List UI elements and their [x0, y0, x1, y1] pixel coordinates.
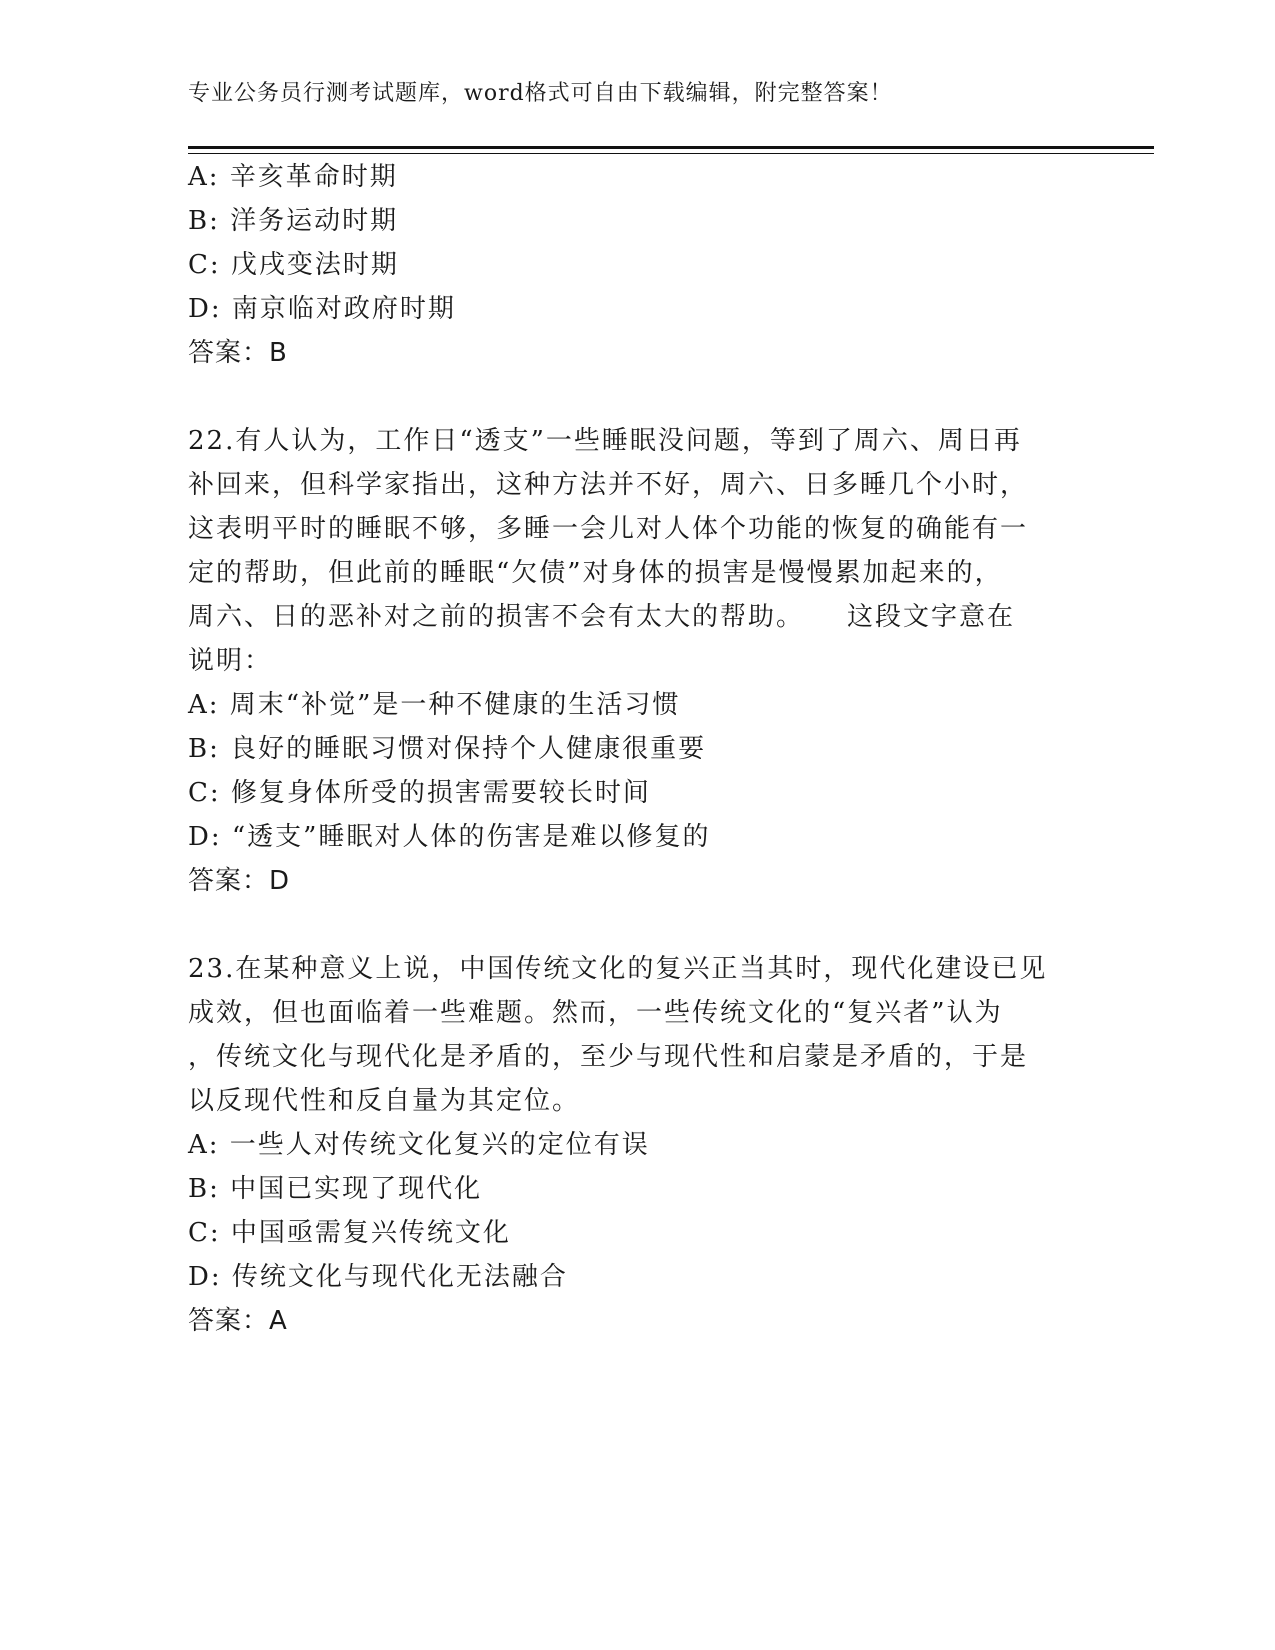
header-rule-thin — [188, 153, 1154, 154]
q21-answer: 答案：B — [188, 338, 288, 368]
q22-stem-line-6: 说明： — [188, 646, 273, 676]
q23-stem-line-1: 23.在某种意义上说，中国传统文化的复兴正当其时，现代化建设已见 — [188, 954, 1048, 984]
q23-option-b: B: 中国已实现了现代化 — [188, 1174, 483, 1204]
q21-option-c: C: 戊戌变法时期 — [188, 250, 399, 280]
q23-stem-line-3: ，传统文化与现代化是矛盾的，至少与现代性和启蒙是矛盾的，于是 — [188, 1042, 1029, 1072]
q22-option-d: D: “透支”睡眠对人体的伤害是难以修复的 — [188, 822, 711, 852]
q23-stem-line-4: 以反现代性和反自量为其定位。 — [188, 1086, 581, 1116]
page-header: 专业公务员行测考试题库，word格式可自由下载编辑，附完整答案！ — [188, 81, 893, 106]
q22-stem-line-1: 22.有人认为，工作日“透支”一些睡眠没问题，等到了周六、周日再 — [188, 426, 1022, 456]
q23-stem-line-2: 成效，但也面临着一些难题。然而，一些传统文化的“复兴者”认为 — [188, 998, 1003, 1028]
q21-option-b: B: 洋务运动时期 — [188, 206, 399, 236]
q22-stem-line-4: 定的帮助，但此前的睡眠“欠债”对身体的损害是慢慢累加起来的， — [188, 558, 1003, 588]
q22-stem-line-5: 周六、日的恶补对之前的损害不会有太大的帮助。 这段文字意在 — [188, 602, 1016, 632]
q22-answer: 答案：D — [188, 866, 291, 896]
q22-stem-line-3: 这表明平时的睡眠不够，多睡一会儿对人体个功能的恢复的确能有一 — [188, 514, 1029, 544]
q22-option-a: A: 周末“补觉”是一种不健康的生活习惯 — [188, 690, 681, 720]
q21-option-a: A: 辛亥革命时期 — [188, 162, 398, 192]
q23-option-a: A: 一些人对传统文化复兴的定位有误 — [188, 1130, 650, 1160]
q22-option-b: B: 良好的睡眠习惯对保持个人健康很重要 — [188, 734, 707, 764]
q23-option-c: C: 中国亟需复兴传统文化 — [188, 1218, 511, 1248]
q22-option-c: C: 修复身体所受的损害需要较长时间 — [188, 778, 651, 808]
q21-option-d: D: 南京临对政府时期 — [188, 294, 456, 324]
q23-option-d: D: 传统文化与现代化无法融合 — [188, 1262, 568, 1292]
q22-stem-line-2: 补回来，但科学家指出，这种方法并不好，周六、日多睡几个小时， — [188, 470, 1029, 500]
header-rule-thick — [188, 146, 1154, 149]
q23-answer: 答案：A — [188, 1306, 288, 1336]
